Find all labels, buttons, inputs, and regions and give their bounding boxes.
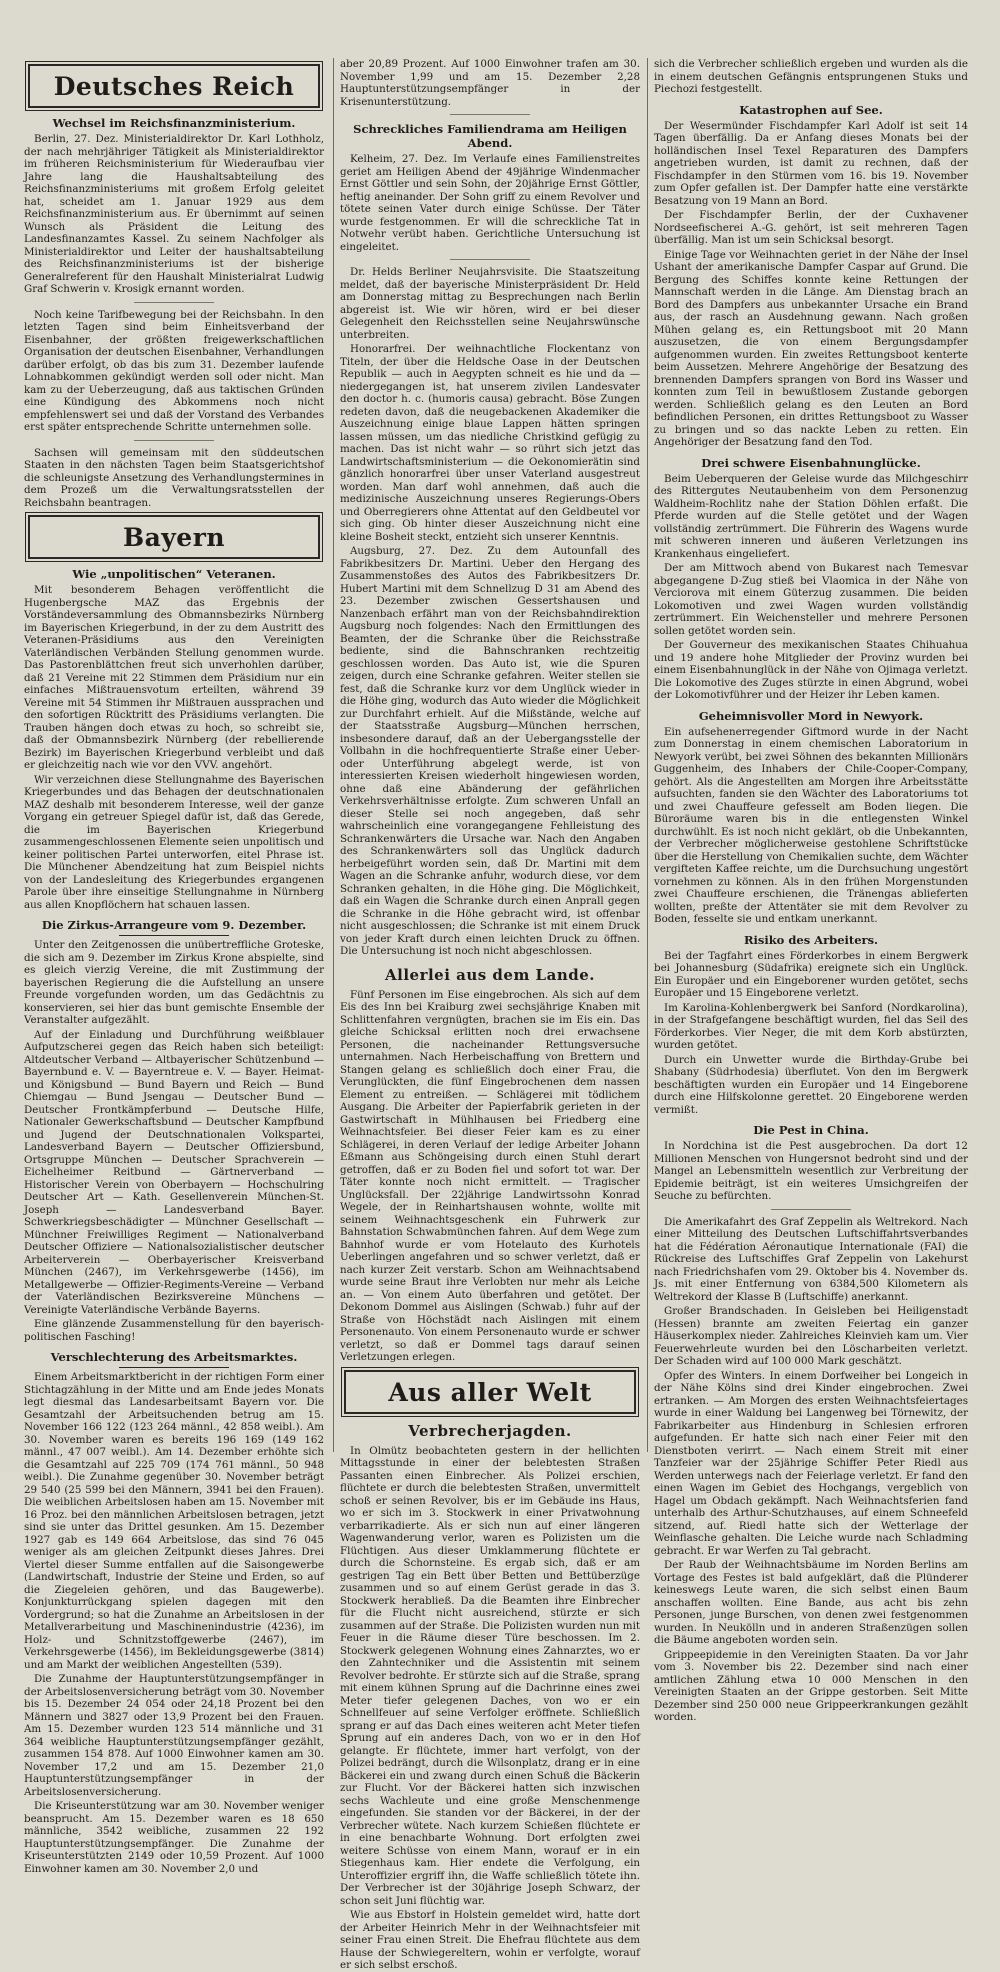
article-title: Schreckliches Familiendrama am Heiligen Abend. — [353, 122, 627, 150]
article-title: Verbrecherjagden. — [408, 1421, 572, 1440]
article-title — [24, 1350, 324, 1368]
article-paragraph: Einem Arbeitsmarktbericht in der richtigen Form einer Stichtagzählung in der Mitte und am Ende jedes Monats legt diesmal das Landesarbeitsamt Bayern vor. Die Gesamtzahl der Arbeitsuchenden betrug am 15. November 166 122 (123 264 männl., 42 858 weibl.). Am 30. November waren es bereits 196 169 (149 162 männl., 47 007 weibl.). Am 14. Dezember erhöhte sich die Gesamtzahl auf 225 709 (174 761 männl., 50 948 weibl.). Die Zunahme gegenüber 30. November beträgt 29 540 (25 599 bei den Männern, 3941 bei den Frauen). Die weiblichen Arbeitslosen haben am 15. November mit 16 Proz. bei den männlichen Arbeitslosen betragen, jetzt sind sie unter das Drittel gesunken. Am 15. Dezember 1927 gab es 149 664 Arbeitslose, das sind 76 045 weniger als am gleichen Zeitpunkt dieses Jahres. Drei Viertel dieser Summe entfallen auf die Saisongewerbe (Landwirtschaft, Industrie der Steine und Erden, so auf die Ziegeleien gehören, und das Baugewerbe). Konjunkturrückgang spielen dagegen mit den Vordergrund; so hat die Zunahme an Arbeitslosen in der Metallverarbeitung und Maschinenindustrie (4236), im Holz- und Schnitzstoffgewerbe (2467), im Verkehrsgewerbe (1456), im Bekleidungsgewerbe (3814) und am Markt der weiblichen Angestellten (539). — [24, 1371, 324, 1671]
column-3 — [654, 58, 968, 1723]
title-underline — [119, 935, 229, 936]
article-paragraph: Einige Tage vor Weihnachten geriet in der Nähe der Insel Ushant der amerikanische Dampfer Caspar auf Grund. Die Bergung des Schiffes konnte keine Rettungen der Mannschaft werden in die Länge. Am Dienstag brach an Bord des Dampfers aus unbekannter Ursache ein Brand aus, der rasch an Ausdehnung gewann. Nach großen Mühen gelang es, ein Rettungsboot mit 20 Mann auszusetzen, die von einem Bergungsdampfer aufgenommen wurden. Ein zweites Rettungsboot kenterte beim Aussetzen. Mehrere Angehörige der Besatzung des brennenden Dampfers sprangen von Bord ins Wasser und konnten zum Teil in bewußtlosem Zustande geborgen werden. Schließlich gelang es den Leuten an Bord befindlichen Personen, ein drittes Rettungsboot zu Wasser zu bringen und so das nackte Leben zu retten. Ein Angehöriger der Besatzung fand den Tod. — [654, 248, 968, 448]
article-paragraph: Fünf Personen im Eise eingebrochen. Als sich auf dem Eis des Inn bei Kraiburg zwei sechsjährige Knaben mit Schlittenfahren vergnügten, brachen sie im Eis ein. Das gleiche Schicksal erlitten noch drei erwachsene Personen, die nacheinander Rettungsversuche unternahmen. Nach Herbeischaffung von Brettern und Stangen gelang es schließlich doch einer Frau, die Verunglückten, die fünf Eingebrochenen dem nassen Element zu entreißen. — Schlägerei mit tödlichem Ausgang. Die Arbeiter der Papierfabrik gerieten in der Gastwirtschaft in Mühlhausen bei Friedberg eine Weihnachtsfeier. Bei dieser Feier kam es zu einer Schlägerei, in deren Verlauf der ledige Arbeiter Johann Eßmann aus Schöngeising durch einen Stuhl derart getroffen, daß er zu Boden fiel und sofort tot war. Der Täter konnte noch nicht ermittelt. — Tragischer Unglücksfall. Der 22jährige Landwirtssohn Konrad Wegele, der in Reinhartshausen wohnte, wollte mit seinem Weihnachtsgeschenk ein Fuhrwerk zur Bahnstation Schwabmünchen fahren. Auf dem Wege zum Bahnhof wurde er vom Hotelauto des Kurhotels Ueberlingen angefahren und so schwer verletzt, daß er nach kurzer Zeit verstarb. Schon am Weihnachtsabend wurde seine Braut ihre Verlobten nur mehr als Leiche an. — Von einem Auto überfahren und getötet. Der Dekonom Dommel aus Aislingen (Schwab.) fuhr auf der Straße von Höchstädt nach Aislingen mit einem Personenauto. Von einem Personenauto wurde er schwer verletzt, so daß er Dommel tags darauf seinen Verletzungen erlegen. — [340, 988, 640, 1363]
article-paragraph: Wie aus Ebstorf in Holstein gemeldet wird, hatte dort der Arbeiter Heinrich Mehr in der Weihnachtsfeier mit seiner Frau einen Streit. Die Ehefrau flüchtete aus dem Hause der Schwiegereltern, wohin er verfolgte, worauf er sich selbst erschoß. — [340, 1909, 640, 1971]
article-paragraph: Im Karolina-Kohlenbergwerk bei Sanford (Nordkarolina), in der Strafgefangene beschäftigt wurden, fiel das Seil des Förderkorbes. Vier Neger, die mit dem Korb abstürzten, wurden getötet. — [654, 1001, 968, 1051]
article-paragraph: Grippeepidemie in den Vereinigten Staaten. Da vor Jahr vom 3. November bis 22. Dezember sind nach einer amtlichen Zählung etwa 10 000 Menschen in den Vereinigten Staaten an der Grippe gestorben. Seit Mitte Dezember sind 250 000 neue Grippeerkrankungen gezählt worden. — [654, 1648, 968, 1723]
article-paragraph: Der Fischdampfer Berlin, der der Cuxhavener Nordseefischerei A.-G. gehört, ist seit mehreren Tagen überfällig. Man ist um sein Schicksal besorgt. — [654, 209, 968, 246]
article-paragraph: sich die Verbrecher schließlich ergeben und wurden als die in einem deutschen Gefängnis entsprungenen Stuks und Piechozi festgestellt. — [654, 58, 968, 95]
section-title-deutsches-reich: Deutsches Reich — [28, 64, 320, 108]
article-paragraph: Noch keine Tarifbewegung bei der Reichsbahn. In den letzten Tagen sind beim Einheitsverband der Eisenbahner, der größten freigewerkschaftlichen Organisation der deutschen Eisenbahner, Verhandlungen darüber erfolgt, ob das bis zum 31. Dezember laufende Lohnabkommen gekündigt werden soll oder nicht. Man kam zu der Ueberzeugung, daß aus taktischen Gründen eine Kündigung des Abkommens noch nicht empfehlenswert sei und daß der Vorstand des Verbandes erst später entsprechende Schritte unternehmen solle. — [24, 308, 324, 433]
separator — [450, 259, 530, 260]
article-paragraph: aber 20,89 Prozent. Auf 1000 Einwohner trafen am 30. November 1,99 und am 15. Dezember 2,28 Hauptunterstützungsempfänger in der Krisenunterstützung. — [340, 58, 640, 108]
article-paragraph: Die Amerikafahrt des Graf Zeppelin als Weltrekord. Nach einer Mitteilung des Deutschen Luftschiffahrtsverbandes hat die Fédération Aéronautique Internationale (FAI) die Rückreise des Luftschiffes Graf Zeppelin von Lakehurst nach Friedrichshafen vom 29. Oktober bis 4. November ds. Js. mit einer Entfernung von 6384,500 Kilometern als Weltrekord der Klasse B (Luftschiffe) anerkannt. — [654, 1215, 968, 1303]
article-title: Geheimnisvoller Mord in Newyork. — [698, 708, 924, 723]
article-paragraph: Der Wesermünder Fischdampfer Karl Adolf ist seit 14 Tagen überfällig. Da er Anfang dieses Monats bei der holländischen Insel Texel Reparaturen des Dampfers angetrieben wurden, ist damit zu rechnen, daß der Fischdampfer in den Stürmen vom 16. bis 19. November zum Opfer gefallen ist. Der Dampfer hatte eine verstärkte Besatzung von 19 Mann an Bord. — [654, 119, 968, 207]
article-paragraph: Augsburg, 27. Dez. Zu dem Autounfall des Fabrikbesitzers Dr. Martini. Ueber den Hergang des Zusammenstoßes des Autos des Fabrikbesitzers Dr. Hubert Martini mit dem Schnellzug D 31 am Abend des 23. Dezember zwischen Gessertshausen und Nanzenbach erfährt man von der Reichsbahndirektion Augsburg noch folgendes: Nach den Ermittlungen des Beamten, der die Schranke über die Reichsstraße bediente, sind die Bahnschranken rechtzeitig geschlossen worden. Das Auto ist, wie die Spuren zeigen, durch eine Schranke gefahren. Weiter stellen sie fest, daß die Schranke kurz vor dem Unglück wieder in die Höhe ging, wodurch das Auto wieder die Möglichkeit zur Durchfahrt erhielt. Auf die Mißstände, welche auf der Staatsstraße Augsburg—München herrschen, insbesondere darauf, daß an der Uebergangsstelle der Vollbahn in die hochfrequentierte Straße einer Ueber- oder Unterführung abgelegt werde, ist von interessierten Kreisen wiederholt hingewiesen worden, ohne daß eine Abänderung der gefährlichen Verkehrsverhältnisse erfolgte. Zum schweren Unfall an dieser Stelle sei noch angegeben, daß sehr wahrscheinlich eine vorangegangene Fehlleistung des Schrankenwärters die Ursache war. Nach den Angaben des Schrankenwärters soll das Unglück dadurch herbeigeführt worden sein, daß Dr. Martini mit dem Wagen an die Schranke anfuhr, wodurch diese, vor dem Schranken gehalten, in die Höhe ging. Die Möglichkeit, daß ein Wagen die Schranke durch einen Anprall gegen die Schranke in die Höhe gebracht wird, ist offenbar nicht ausgeschlossen; die Schranke ist mit einem Druck von jeder Kraft durch einen leichten Druck zu öffnen. Die Untersuchung ist noch nicht abgeschlossen. — [340, 545, 640, 957]
article-paragraph: Mit besonderem Behagen veröffentlicht die Hugenbergsche MAZ das Ergebnis der Vorständeversammlung des Obmannsbezirks Nürnberg im Bayerischen Kriegerbund, in der zu dem Austritt des Veteranen-Präsidiums aus den Vereinigten Vaterländischen Verbänden Stellung genommen wurde. Das Pastorenblättchen freut sich unverhohlen darüber, daß 21 Vereine mit 22 Stimmen dem Präsidium nur ein einfaches Mißtrauensvotum erteilten, während 39 Vereine mit 54 Stimmen ihr Mißtrauen aussprachen und den sofortigen Rücktritt des Präsidiums verlangten. Die Trauben hängen doch etwas zu hoch, so schreibt sie, daß der Obmannsbezirk Nürnberg (der rebellierende Bezirk) im Bayerischen Kriegerbund verbleibt und daß er gleichzeitig nach wie vor den VVV. angehört. — [24, 584, 324, 771]
article-paragraph: Honorarfrei. Der weihnachtliche Flockentanz von Titeln, der über die Heldsche Oase in der Deutschen Republik — auch in Aegypten schneit es hie und da — niedergegangen ist, hat unserem zivilen Landesvater den doctor h. c. (humoris causa) gebracht. Böse Zungen redeten davon, daß die neugebackenen Akademiker die Auszeichnung einige blaue Lappen hätten springen lassen müssen, um das niedliche Christkind gefügig zu machen. Das ist nicht wahr — so rührt sich jetzt das Landwirtschaftsministerium — die Oekonomierätin sind gänzlich honorarfrei über unser Vaterland ausgestreut worden. Man darf wohl annehmen, daß auch die medizinische Auszeichnung unseres Regierungs-Obers und Oberregierers ohne Attentat auf den Geldbeutel vor sich ging. Ob hinter dieser Auszeichnung nicht eine kleine Bosheit steckt, entzieht sich unserer Kenntnis. — [340, 343, 640, 543]
article-paragraph: Beim Ueberqueren der Geleise wurde das Milchgeschirr des Rittergutes Neutaubenheim von dem Personenzug Waldheim-Rochlitz nahe der Station Döhlen erfaßt. Die Pferde wurden auf die Stelle getötet und der Wagen vollständig zertrümmert. Die Führerin des Wagens wurde mit schweren inneren und äußeren Verletzungen ins Krankenhaus eingeliefert. — [654, 472, 968, 560]
article-title: Katastrophen auf See. — [739, 102, 883, 117]
article-paragraph: Der Raub der Weihnachtsbäume im Norden Berlins am Vortage des Festes ist bald aufgeklärt, daß die Plünderer keineswegs Leute waren, die sich selbst einen Baum anschaffen wollten. Eine Bande, aus acht bis zehn Personen, junge Burschen, von denen zwei festgenommen wurden. In Neukölln und in anderen Straßenzügen sollen die Bäume angeboten worden sein. — [654, 1559, 968, 1646]
article-paragraph: Der am Mittwoch abend von Bukarest nach Temesvar abgegangene D-Zug stieß bei Vlaomica in der Nähe von Verciorova mit einem Güterzug zusammen. Die beiden Lokomotiven und zwei Wagen wurden vollständig zertrümmert. Ein Weichensteller und mehrere Personen sollen getötet worden sein. — [654, 562, 968, 637]
article-paragraph: Dr. Helds Berliner Neujahrsvisite. Die Staatszeitung meldet, daß der bayerische Ministerpräsident Dr. Held am Donnerstag mittag zu Besprechungen nach Berlin abgereist ist. Wie wir hören, wird er bei dieser Gelegenheit den Reichsstellen seine Neujahrswünsche unterbreiten. — [340, 266, 640, 341]
article-title-text: Verschlechterung des Arbeitsmarktes. — [50, 1350, 298, 1364]
article-paragraph: Opfer des Winters. In einem Dorfweiher bei Longeich in der Nähe Kölns sind drei Kinder eingebrochen. Zwei ertranken. — Am Morgen des ersten Weihnachtsfeiertages wurde in einer Waldung bei Langenweg bei Törnewitz, der Fabrikarbeiter aus Hindenburg in Schlesien erfroren aufgefunden. Er hatte sich nach einer Feier mit den Dienstboten verirrt. — Nach einem Streit mit einer Tanzfeier war der 25jährige Schiffer Peter Riedl aus Werden unterwegs nach der Feierlage verletzt. Er fand den einen Wagen im Gebiet des Hochgangs, vergeblich von Hagel um Obdach gekämpft. Nach Weihnachtsferien fand unterhalb des Arthur-Schutzhauses, auf einem Schneefeld sitzend, auf. Riedl hatte sich der Wetterlage der Weinflasche gehalten. Die Leiche wurde nach Schladming gebracht. Er war Werfen zu Tal gebracht. — [654, 1369, 968, 1557]
article-paragraph: Kelheim, 27. Dez. Im Verlaufe eines Familienstreites geriet am Heiligen Abend der 49jährige Windenmacher Ernst Göttler und sein Sohn, der 20jährige Ernst Göttler, heftig aneinander. Der Sohn griff zu einem Revolver und tötete seinen Vater durch einige Schüsse. Der Täter wurde festgenommen. Er will die schreckliche Tat in Notwehr verübt haben. Gerichtliche Untersuchung ist eingeleitet. — [340, 153, 640, 253]
article-title: Risiko des Arbeiters. — [743, 932, 879, 947]
article-paragraph: Auf der Einladung und Durchführung weißblauer Aufputzscherei gegen das Reich haben sich beteiligt: Altdeutscher Verband — Altbayerischer Schützenbund — Bayernbund e. V. — Bayerntreue e. V. — Bayer. Heimat- und Königsbund — Bund Bayern und Reich — Bund Chiemgau — Bund Jsengau — Deutscher Bund — Deutscher Frontkämpferbund — Deutsche Hilfe, Nationaler Gewerkschaftsbund — Deutscher Kampfbund und Jugend der Deutschnationalen Volkspartei, Landesverband Bayern — Deutscher Offiziersbund, Ortsgruppe München — Deutscher Sprachverein — Eichelheimer Reitbund — Gärtnerverband — Historischer Verein von Oberbayern — Hochschulring Deutscher Art — Kath. Gesellenverein München-St. Joseph — Landesverband Bayer. Schwerkriegsbeschädigter — Münchner Gesellschaft — Münchner Freiwilliges Regiment — Nationalverband Deutscher Offiziere — Nationalsozialistischer deutscher Arbeiterverein — Oberbayerischer Kreisverband München (2467), im Verkehrsgewerbe (1456), im Metallgewerbe — Offizier-Regiments-Vereine — Verband der Vaterländischen Bezirksvereine Münchens — Vereinigte Vaterländische Verbände Bayerns. — [24, 1028, 324, 1316]
article-paragraph: Berlin, 27. Dez. Ministerialdirektor Dr. Karl Lothholz, der nach mehrjähriger Tätigkeit als Ministerialdirektor im früheren Reichsministerium für Wiederaufbau vier Jahre lang die Haushaltsabteilung des Reichsfinanzministeriums mit großem Erfolg geleitet hat, scheidet am 1. Januar 1929 aus dem Reichsfinanzministerium aus. Er übernimmt auf seinen Wunsch als Präsident die Leitung des Landesfinanzamtes Kassel. Zu seinem Nachfolger als Ministerialdirektor und Leiter der haushaltsabteilung des Reichsfinanzministeriums ist der bisherige Generalreferent für den Haushalt Ministerialrat Ludwig Graf Schwerin v. Krosigk ernannt worden. — [24, 133, 324, 295]
article-paragraph: Unter den Zeitgenossen die unübertreffliche Groteske, die sich am 9. Dezember im Zirkus Krone abspielte, sind es gleich vierzig Vereine, die mit Zustimmung der bayerischen Regierung die die Aufstellung an unsere Freunde vorgefunden worden, um das Gedächtnis zu konservieren, sei hier das bunt gemischte Ensemble der Veranstalter aufgezählt. — [24, 939, 324, 1026]
section-title-bayern: Bayern — [28, 515, 320, 559]
article-paragraph: Ein aufsehenerregender Giftmord wurde in der Nacht zum Donnerstag in einem chemischen Laboratorium in Newyork verübt, bei zwei Söhnen des bekannten Millionärs Guggenheim, des Inhabers der Chile-Cooper-Company, gehört. Als die Angestellten am Morgen ihre Arbeitsstätte aufsuchten, fanden sie den Wächter des Laboratoriums tot und zwei Chauffeure gefesselt am Boden liegen. Die Büroräume waren bis in die entlegensten Winkel durchwühlt. Es ist noch nicht geklärt, ob die Unbekannten, der Verbrecher möglicherweise gestohlene Schriftstücke über die Herstellung von Chemikalien suchte, dem Wächter vergifteten Kaffee reichte, um die Durchsuchung ungestört vornehmen zu können. Als in den frühen Morgenstunden zwei Chauffeure erschienen, die Tränengas ablieferten wollten, preßte der Attentäter sie mit dem Revolver zu Boden, fesselte sie und entkam unerkannt. — [654, 725, 968, 925]
column-rule — [333, 58, 334, 1452]
article-paragraph: Bei der Tagfahrt eines Förderkorbes in einem Bergwerk bei Johannesburg (Südafrika) ereignete sich ein Unglück. Ein Europäer und ein Eingeborener wurden getötet, sechs Europäer und 15 Eingeborene verletzt. — [654, 949, 968, 999]
article-title: Wie „unpolitischen“ Veteranen. — [72, 567, 276, 581]
article-title — [24, 918, 324, 936]
separator — [450, 114, 530, 115]
separator — [134, 302, 214, 303]
article-paragraph: Großer Brandschaden. In Geisleben bei Heiligenstadt (Hessen) brannte am zweiten Feiertag ein ganzer Häuserkomplex nieder. Zahlreiches Kleinvieh kam um. Vier Feuerwehrleute wurden bei den Löscharbeiten verletzt. Der Schaden wird auf 100 000 Mark geschätzt. — [654, 1305, 968, 1367]
article-paragraph: Durch ein Unwetter wurde die Birthday-Grube bei Shabany (Südrhodesia) überflutet. Von den im Bergwerk beschäftigten wurden ein Europäer und 14 Eingeborene durch eine Hilfskolonne gerettet. 20 Eingeborene werden vermißt. — [654, 1053, 968, 1116]
article-paragraph: Die Zunahme der Hauptunterstützungsempfänger in der Arbeitslosenversicherung beträgt vom 30. November bis 15. Dezember 24 054 oder 24,18 Prozent bei den Männern und 3827 oder 13,9 Prozent bei den Frauen. Am 15. Dezember wurden 123 514 männliche und 31 364 weibliche Hauptunterstützungsempfänger gezählt, zusammen 154 878. Auf 1000 Einwohner kamen am 30. November 17,2 und am 15. Dezember 21,0 Hauptunterstützungsempfänger in der Arbeitslosenversicherung. — [24, 1673, 324, 1798]
article-title: Drei schwere Eisenbahnunglücke. — [701, 455, 921, 470]
column-rule — [647, 58, 648, 1452]
article-paragraph: Die Kriseunterstützung war am 30. November weniger beansprucht. Am 15. Dezember waren es 18 650 männliche, 3542 weibliche, zusammen 22 192 Hauptunterstützungsempfänger. Die Zunahme der Kriseunterstützten 2149 oder 10,59 Prozent. Auf 1000 Einwohner kamen am 30. November 2,0 und — [24, 1800, 324, 1875]
section-title-aus-aller-welt: Aus aller Welt — [344, 1370, 636, 1414]
article-title-text: Die Zirkus-Arrangeure vom 9. Dezember. — [41, 918, 307, 932]
article-paragraph: In Nordchina ist die Pest ausgebrochen. Da dort 12 Millionen Menschen von Hungersnot bedroht sind und der Mangel an Lebensmitteln wesentlich zur Verbreitung der Epidemie beiträgt, ist ein weiteres Umsichgreifen der Seuche zu befürchten. — [654, 1140, 968, 1202]
separator — [771, 1209, 851, 1210]
article-paragraph: Wir verzeichnen diese Stellungnahme des Bayerischen Kriegerbundes und das Behagen der deutschnationalen MAZ deshalb mit besonderem Interesse, weil der ganze Vorgang ein getreuer Spiegel dafür ist, daß das Gerede, die im Bayerischen Kriegerbund zusammengeschlossenen Elemente seien unpolitisch und keiner politischen Partei unterworfen, eitel Phrase ist. Die Münchener Abendzeitung hat zum Beispiel nichts von der Landesleitung des Kriegerbundes ergangenen Parole über ihre einseitige Stellungnahme in Nürnberg aus allen Knopflöchern hat schauen lassen. — [24, 773, 324, 911]
article-paragraph: Der Gouverneur des mexikanischen Staates Chihuahua und 19 andere hohe Mitglieder der Provinz wurden bei einem Eisenbahnunglück in der Nähe von Ojimaga verletzt. Die Lokomotive des Zuges stürzte in einen Abgrund, wobei der Lokomotivführer und der Heizer ihr Leben kamen. — [654, 639, 968, 701]
article-paragraph: In Olmütz beobachteten gestern in der hellichten Mittagsstunde in einer der belebtesten Straßen Passanten einen Einbrecher. Als Polizei erschien, flüchtete er durch die belebtesten Straßen, unvermittelt schoß er seinen Revolver, bis er im Gebäude ins Haus, wo er sich im 3. Stockwerk in einer Privatwohnung verbarrikadierte. Als er sich nun auf einer längeren Wagenwanderung verlor, waren es Polizisten um die Flüchtigen. Aus dieser Umklammerung flüchtete er durch die Schornsteine. Es ergab sich, daß er am gestrigen Tag ein Bett über Betten und Bettüberzüge zusammen und so auf einem Gerüst gerade in das 3. Stockwerk herabließ. Da die Beamten ihre Einbrecher für die Flucht nicht ausreichend, stürzte er sich zusammen auf der Straße. Die Polizisten wurden nun mit Feuer in die Räume dieser Türe beschossen. Im 2. Stockwerk gelegenen Wohnung eines Zahnarztes, wo er den Zahntechniker und die Assistentin mit seinem Revolver bedrohte. Er stürzte sich auf die Straße, sprang mit einem kühnen Sprung auf die Dachrinne eines zwei Meter tiefer gelegenen Daches, von wo er ein Schnellfeuer auf seine Verfolger eröffnete. Schließlich sprang er auf das Dach eines weiteren acht Meter tiefen Sprung auf ein anderes Dach, von wo er in den Hof gelangte. Er flüchtete, immer hart verfolgt, von der Polizei bedrängt, durch die Wilsonplatz, drang er in eine Bäckerei ein und zwang durch einen Schuß die Bäckerin zur Flucht. Vor der Bäckerei hatten sich inzwischen sechs Wachleute und eine große Menschenmenge eingefunden. Sie standen vor der Bäckerei, in der der Verbrecher wütete. Nach kurzem Schießen flüchtete er in eine benachbarte Wohnung. Dort erfolgten zwei weitere Schüsse von einem Mann, worauf er in ein Stiegenhaus kam. Hier endete die Verfolgung, ein Unteroffizier ergriff ihn, die Waffe schließlich tötete ihn. Der Verbrecher ist der 30jährige Joseph Schwarz, der schon seit Juni flüchtig war. — [340, 1444, 640, 1907]
column-1 — [24, 58, 324, 1875]
article-paragraph: Eine glänzende Zusammenstellung für den bayerisch-politischen Fasching! — [24, 1318, 324, 1343]
column-2 — [340, 58, 640, 1971]
article-title: Allerlei aus dem Lande. — [385, 965, 595, 984]
article-title: Die Pest in China. — [753, 1123, 869, 1137]
title-underline — [119, 1367, 229, 1368]
article-paragraph: Sachsen will gemeinsam mit den süddeutschen Staaten in den nächsten Tagen beim Staatsgerichtshof die schleunigste Ansetzung des Verhandlungstermines in dem Prozeß um die Verwaltungsratsstellen der Reichsbahn beantragen. — [24, 446, 324, 509]
separator — [134, 440, 214, 441]
article-title: Wechsel im Reichsfinanzministerium. — [52, 116, 296, 130]
